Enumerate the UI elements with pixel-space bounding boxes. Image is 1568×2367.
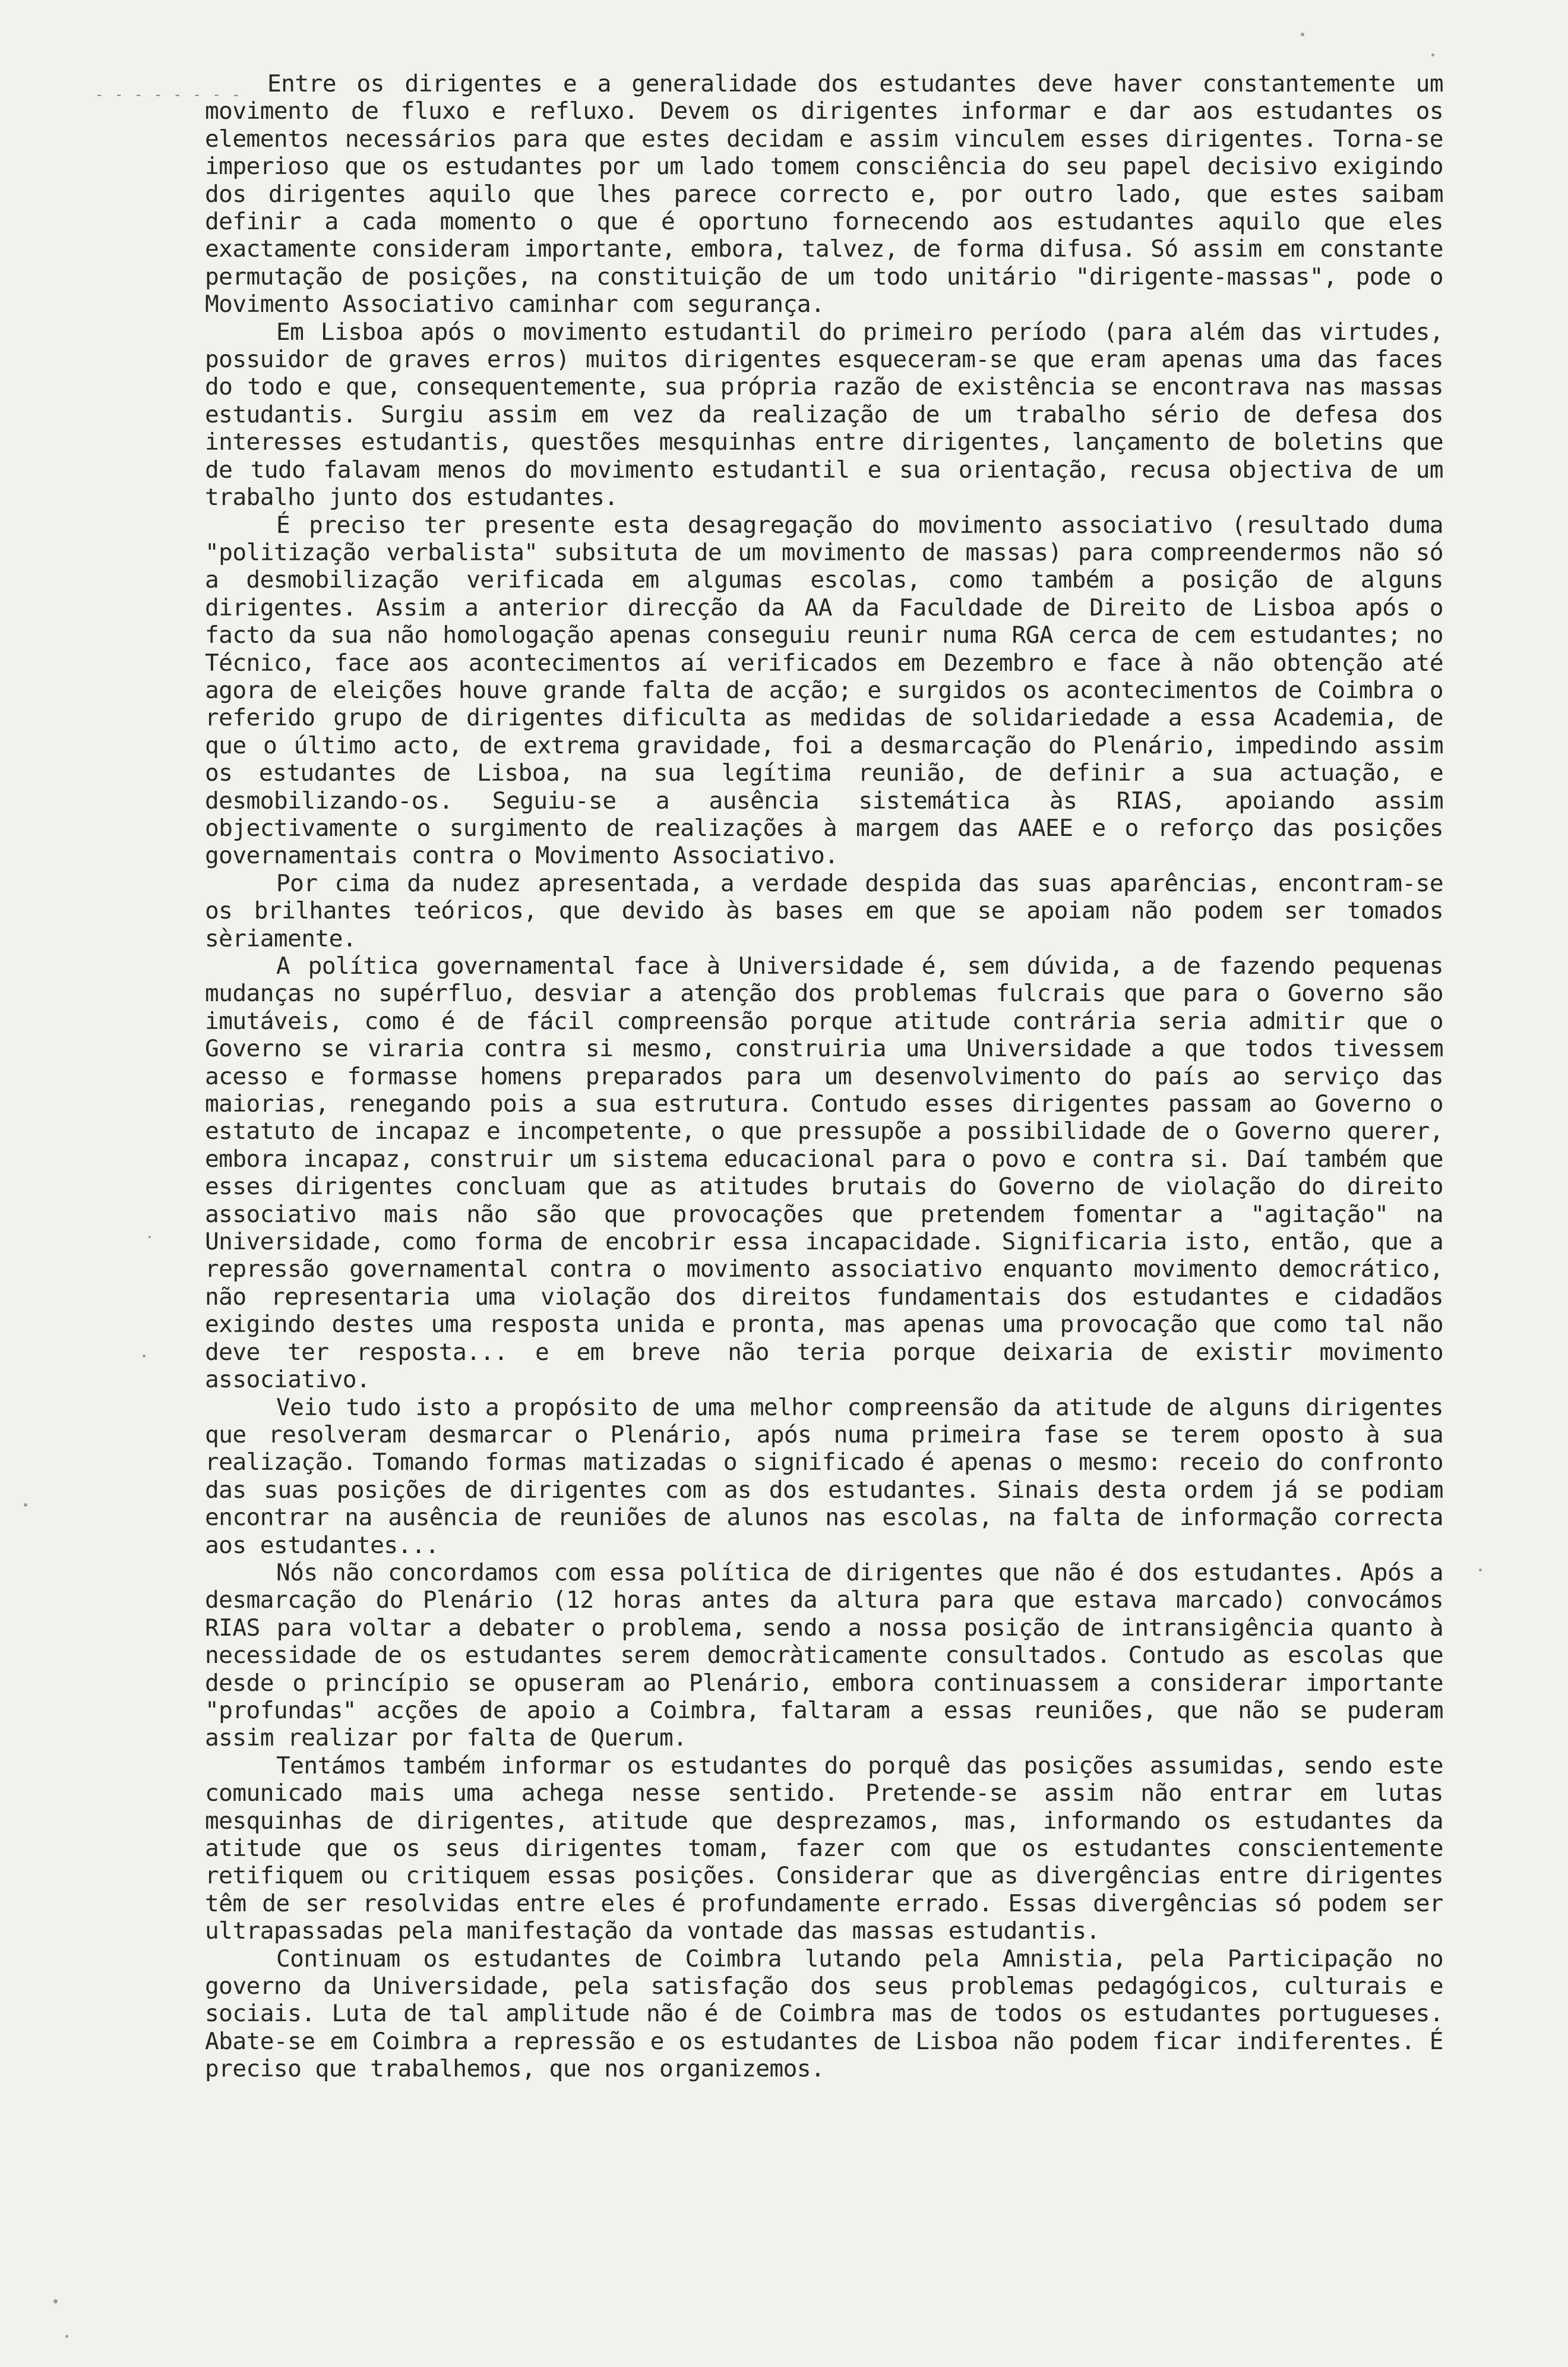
scan-speck (143, 1355, 146, 1358)
scan-speck (1479, 1568, 1482, 1571)
paragraph-5: A política governamental face à Universidade é, sem dúvida, a de fazendo pequenas mudanças no supérfluo, desviar a atenção dos problemas fulcrais que para o Governo são imutáveis, como é de fácil compreensão porque atitude contrária seria admitir que o Governo se viraria contra si mesmo, construiria uma Universidade a que todos tivessem acesso e formasse homens preparados para um desenvolvimento do país ao serviço das maiorias, renegando pois a sua estrutura. Contudo esses dirigentes passam ao Governo o estatuto de incapaz e incompetente, o que pressupõe a possibilidade de o Governo querer, embora incapaz, construir um sistema educacional para o povo e contra si. Daí também que esses dirigentes concluam que as atitudes brutais do Governo de violação do direito associativo mais não são que provocações que pretendem fomentar a "agitação" na Universidade, como forma de encobrir essa incapacidade. Significaria isto, então, que a repressão governamental contra o movimento associativo enquanto movimento democrático, não representaria uma violação dos direitos fundamentais dos estudantes e cidadãos exigindo destes uma resposta unida e pronta, mas apenas uma provocação que como tal não deve ter resposta... e em breve não teria porque deixaria de existir movimento associativo. (205, 952, 1443, 1394)
paragraph-9: Continuam os estudantes de Coimbra lutando pela Amnistia, pela Participação no governo da Universidade, pela satisfação dos seus problemas pedagógicos, culturais e sociais. Luta de tal amplitude não é de Coimbra mas de todos os estudantes portugueses. Abate-se em Coimbra a repressão e os estudantes de Lisboa não podem ficar indiferentes. É preciso que trabalhemos, que nos organizemos. (205, 1945, 1443, 2083)
paragraph-7: Nós não concordamos com essa política de dirigentes que não é dos estudantes. Após a desmarcação do Plenário (12 horas antes da altura para que estava marcado) convocámos RIAS para voltar a debater o problema, sendo a nossa posição de intransigência quanto à necessidade de os estudantes serem democràticamente consultados. Contudo as escolas que desde o princípio se opuseram ao Plenário, embora continuassem a considerar importante "profundas" acções de apoio a Coimbra, faltaram a essas reuniões, que não se puderam assim realizar por falta de Querum. (205, 1558, 1443, 1752)
scan-speck (53, 2299, 58, 2303)
scan-speck (1301, 33, 1304, 36)
paragraph-6: Veio tudo isto a propósito de uma melhor compreensão da atitude de alguns dirigentes que resolveram desmarcar o Plenário, após numa primeira fase se terem oposto à sua realização. Tomando formas matizadas o significado é apenas o mesmo: receio do confronto das suas posições de dirigentes com as dos estudantes. Sinais desta ordem já se podiam encontrar na ausência de reuniões de alunos nas escolas, na falta de informação correcta aos estudantes... (205, 1393, 1443, 1559)
paragraph-3: É preciso ter presente esta desagregação do movimento associativo (resultado duma "politização verbalista" subsituta de um movimento de massas) para compreendermos não só a desmobilização verificada em algumas escolas, como também a posição de alguns dirigentes. Assim a anterior direcção da AA da Faculdade de Direito de Lisboa após o facto da sua não homologação apenas conseguiu reunir numa RGA cerca de cem estudantes; no Técnico, face aos acontecimentos aí verificados em Dezembro e face à não obtenção até agora de eleições houve grande falta de acção; e surgidos os acontecimentos de Coimbra o referido grupo de dirigentes dificulta as medidas de solidariedade a essa Academia, de que o último acto, de extrema gravidade, foi a desmarcação do Plenário, impedindo assim os estudantes de Lisboa, na sua legítima reunião, de definir a sua actuação, e desmobilizando-os. Seguiu-se a ausência sistemática às RIAS, apoiando assim objectivamente o surgimento de realizações à margem das AAEE e o reforço das posições governamentais contra o Movimento Associativo. (205, 511, 1443, 870)
paragraph-8: Tentámos também informar os estudantes do porquê das posições assumidas, sendo este comunicado mais uma achega nesse sentido. Pretende-se assim não entrar em lutas mesquinhas de dirigentes, atitude que desprezamos, mas, informando os estudantes da atitude que os seus dirigentes tomam, fazer com que os estudantes conscientemente retifiquem ou critiquem essas posições. Considerar que as divergências entre dirigentes têm de ser resolvidas entre eles é profundamente errado. Essas divergências só podem ser ultrapassadas pela manifestação da vontade das massas estudantis. (205, 1751, 1443, 1945)
paragraph-1: Entre os dirigentes e a generalidade dos estudantes deve haver constantemente um movimento de fluxo e refluxo. Devem os dirigentes informar e dar aos estudantes os elementos necessários para que estes decidam e assim vinculem esses dirigentes. Torna-se imperioso que os estudantes por um lado tomem consciência do seu papel decisivo exigindo dos dirigentes aquilo que lhes parece correcto e, por outro lado, que estes saibam definir a cada momento o que é oportuno fornecendo aos estudantes aquilo que eles exactamente consideram importante, embora, talvez, de forma difusa. Só assim em constante permutação de posições, na constituição de um todo unitário "dirigente-massas", pode o Movimento Associativo caminhar com segurança. (205, 70, 1443, 318)
margin-dash-marks: - - - - - - - - (95, 86, 242, 103)
scan-speck (24, 1503, 27, 1507)
paragraph-2: Em Lisboa após o movimento estudantil do primeiro período (para além das virtudes, possuidor de graves erros) muitos dirigentes esqueceram-se que eram apenas uma das faces do todo e que, consequentemente, sua própria razão de existência se encontrava nas massas estudantis. Surgiu assim em vez da realização de um trabalho sério de defesa dos interesses estudantis, questões mesquinhas entre dirigentes, lançamento de boletins que de tudo falavam menos do movimento estudantil e sua orientação, recusa objectiva de um trabalho junto dos estudantes. (205, 318, 1443, 512)
document-body (205, 70, 1443, 2083)
paragraph-4: Por cima da nudez apresentada, a verdade despida das suas aparências, encontram-se os brilhantes teóricos, que devido às bases em que se apoiam não podem ser tomados sèriamente. (205, 869, 1443, 952)
scan-speck (1431, 53, 1434, 56)
scan-speck (148, 1236, 151, 1238)
scan-speck (65, 2335, 68, 2338)
